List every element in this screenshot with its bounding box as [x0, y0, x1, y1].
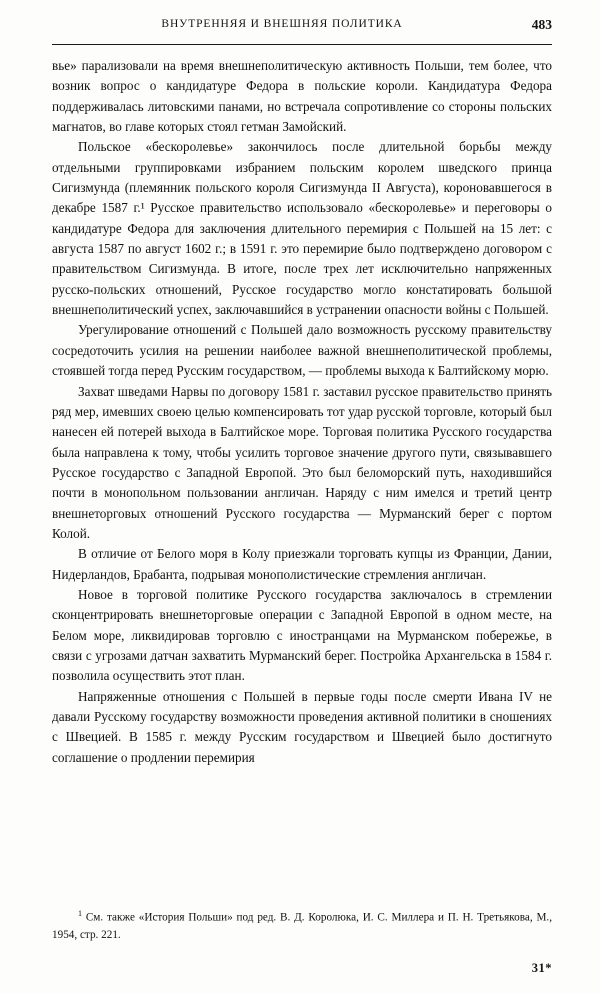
- paragraph: В отличие от Белого моря в Колу приезжали торговать купцы из Франции, Дании, Нидерландов, Брабанта, подрывая монополистические стремления англичан.: [52, 546, 552, 582]
- paragraph: Урегулирование отношений с Польшей дало возможность русскому правительству сосредоточить усилия на решении наиболее важной внешнеполитической проблемы, стоявшей тогда перед Русским государством, — проблемы выхода к Балтийскому морю.: [52, 322, 552, 379]
- paragraph: Захват шведами Нарвы по договору 1581 г. заставил русское правительство принять ряд мер, имевших своею целью компенсировать тот удар русской торговле, который был нанесен ей потерей выхода в Балтийское море. Торговая политика Русского государства была направлена к тому, чтобы усилить торговое значение другого пути, связывавшего Русское государство с Западной Европой. Это был беломорский путь, находившийся почти в монопольном пользовании англичан. Наряду с ним имелся и третий центр внешнеторговых отношений Русского государства — Мурманский берег с портом Колой.: [52, 383, 552, 541]
- footnote-area: [52, 898, 552, 944]
- running-head: ВНУТРЕННЯЯ И ВНЕШНЯЯ ПОЛИТИКА: [161, 18, 403, 30]
- footnote-text: См. также «История Польши» под ред. В. Д. Королюка, И. С. Миллера и П. Н. Третьякова, М., 1954, стр. 221.: [52, 911, 552, 941]
- paragraph: Польское «бескоролевье» закончилось после длительной борьбы между отдельными группировками избранием польским королем шведского принца Сигизмунда (племянник польского короля Сигизмунда II Августа), короновавшегося в декабре 1587 г.¹ Русское правительство использовало «бескоролевье» и переговоры о кандидатуре Федора для заключения длительного перемирия с Польшей на 15 лет: с августа 1587 по август 1602 г.; в 1591 г. это перемирие было подтверждено договором с правительством Сигизмунда. В итоге, после трех лет исключительно напряженных русско-польских отношений, Русское государство могло констатировать большой внешнеполитический успех, заключавшийся в устранении опасности войны с Польшей.: [52, 139, 552, 318]
- footnote-marker: 1: [78, 909, 82, 918]
- paragraph: вье» парализовали на время внешнеполитическую активность Польши, тем более, что возник вопрос о кандидатуре Федора в польские короли. Кандидатура Федора поддерживалась литовскими панами, но встречала сопротивление со стороны польских магнатов, во главе которых стоял гетман Замойский.: [52, 58, 552, 135]
- folio-signature: 31*: [531, 961, 552, 975]
- header-rule: [52, 44, 552, 45]
- paragraph: Напряженные отношения с Польшей в первые годы после смерти Ивана IV не давали Русскому государству возможности проведения активной политики в сношениях с Швецией. В 1585 г. между Русским государством и Швецией было достигнуто соглашение о продлении перемирия: [52, 688, 552, 765]
- page-header: [52, 18, 552, 40]
- body-text: [52, 56, 552, 768]
- page-number: 483: [531, 17, 552, 32]
- footnote: [52, 905, 552, 944]
- paragraph: Новое в торговой политике Русского государства заключалось в стремлении сконцентрировать внешнеторговые операции с Западной Европой в одном месте, на Белом море, ликвидировав торговлю с иностранцами на Мурманском побережье, в связи с угрозами датчан захватить Мурманский берег. Постройка Архангельска в 1584 г. позволила осуществить этот план.: [52, 586, 552, 684]
